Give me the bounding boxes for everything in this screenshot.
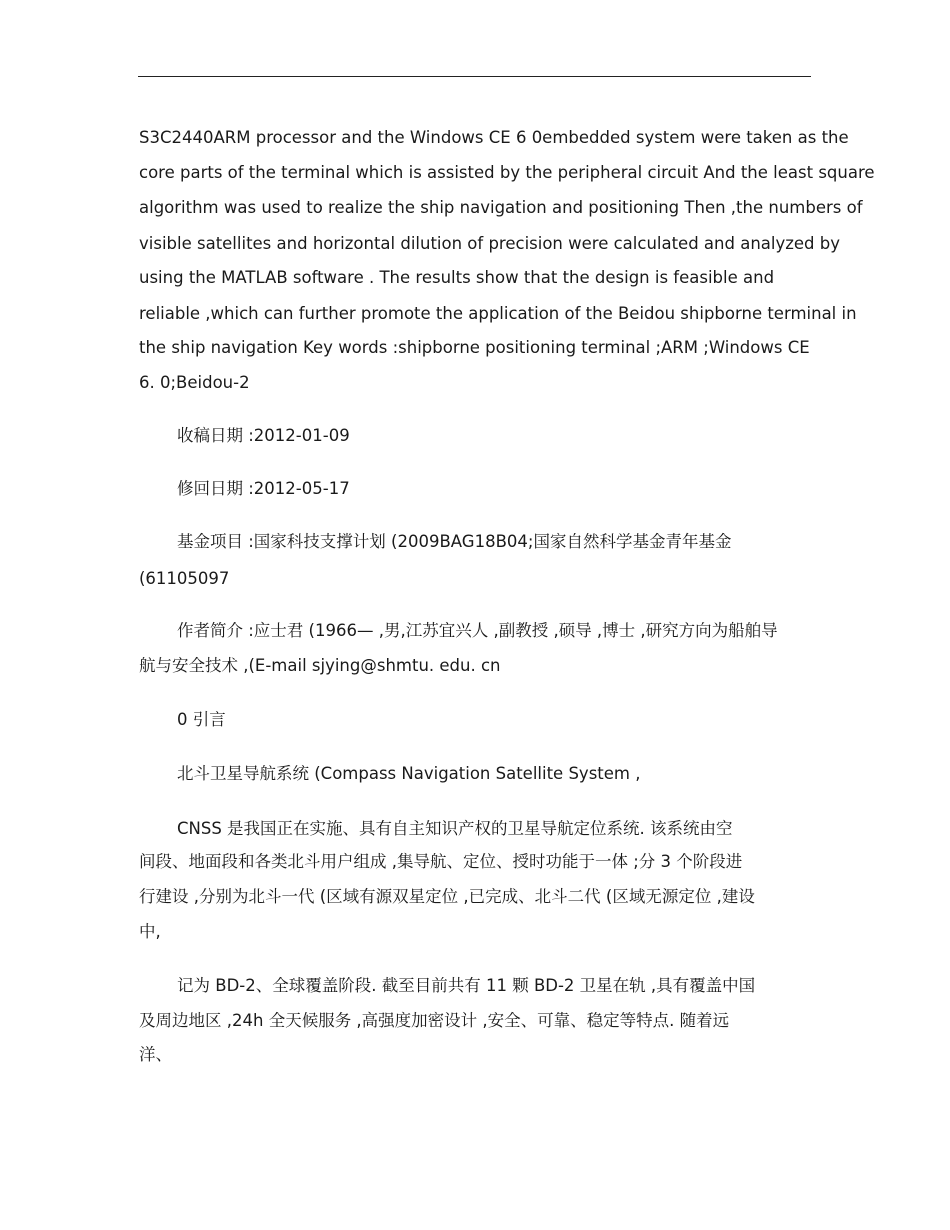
abstract-line: reliable ,which can further promote the application of the Beidou shipborne terminal in [139,304,857,323]
abstract-line: the ship navigation Key words :shipborne positioning terminal ;ARM ;Windows CE [139,338,810,357]
author-line: 作者简介 :应士君 (1966— ,男,江苏宜兴人 ,副教授 ,硕导 ,博士 ,研究方向为船舶导 [177,621,778,640]
abstract-line: core parts of the terminal which is assisted by the peripheral circuit And the least square [139,163,875,182]
header-rule [138,76,811,77]
abstract-line: visible satellites and horizontal dilution of precision were calculated and analyzed by [139,234,841,253]
intro-paragraph-line: 记为 BD-2、全球覆盖阶段. 截至目前共有 11 颗 BD-2 卫星在轨 ,具有覆盖中国 [177,976,756,995]
section-heading: 0 引言 [177,710,226,729]
intro-paragraph-line: 洋、 [139,1045,172,1064]
intro-paragraph-line: 中, [139,922,161,941]
abstract-line: S3C2440ARM processor and the Windows CE 6 0embedded system were taken as the [139,128,849,147]
abstract-line: using the MATLAB software . The results show that the design is feasible and [139,268,775,287]
abstract-line: algorithm was used to realize the ship navigation and positioning Then ,the numbers of [139,198,863,217]
intro-paragraph-line: CNSS 是我国正在实施、具有自主知识产权的卫星导航定位系统. 该系统由空 [177,819,733,838]
intro-paragraph-line: 北斗卫星导航系统 (Compass Navigation Satellite System , [177,764,641,783]
revised-date: 修回日期 :2012-05-17 [177,479,350,498]
received-date: 收稿日期 :2012-01-09 [177,426,350,445]
intro-paragraph-line: 及周边地区 ,24h 全天候服务 ,高强度加密设计 ,安全、可靠、稳定等特点. 随着远 [139,1011,730,1030]
fund-line: (61105097 [139,569,230,588]
abstract-line: 6. 0;Beidou-2 [139,373,250,392]
intro-paragraph-line: 行建设 ,分别为北斗一代 (区域有源双星定位 ,已完成、北斗二代 (区域无源定位 ,建设 [139,887,755,906]
fund-line: 基金项目 :国家科技支撑计划 (2009BAG18B04;国家自然科学基金青年基金 [177,532,732,551]
intro-paragraph-line: 间段、地面段和各类北斗用户组成 ,集导航、定位、授时功能于一体 ;分 3 个阶段进 [139,852,743,871]
author-line: 航与安全技术 ,(E-mail sjying@shmtu. edu. cn [139,656,501,675]
